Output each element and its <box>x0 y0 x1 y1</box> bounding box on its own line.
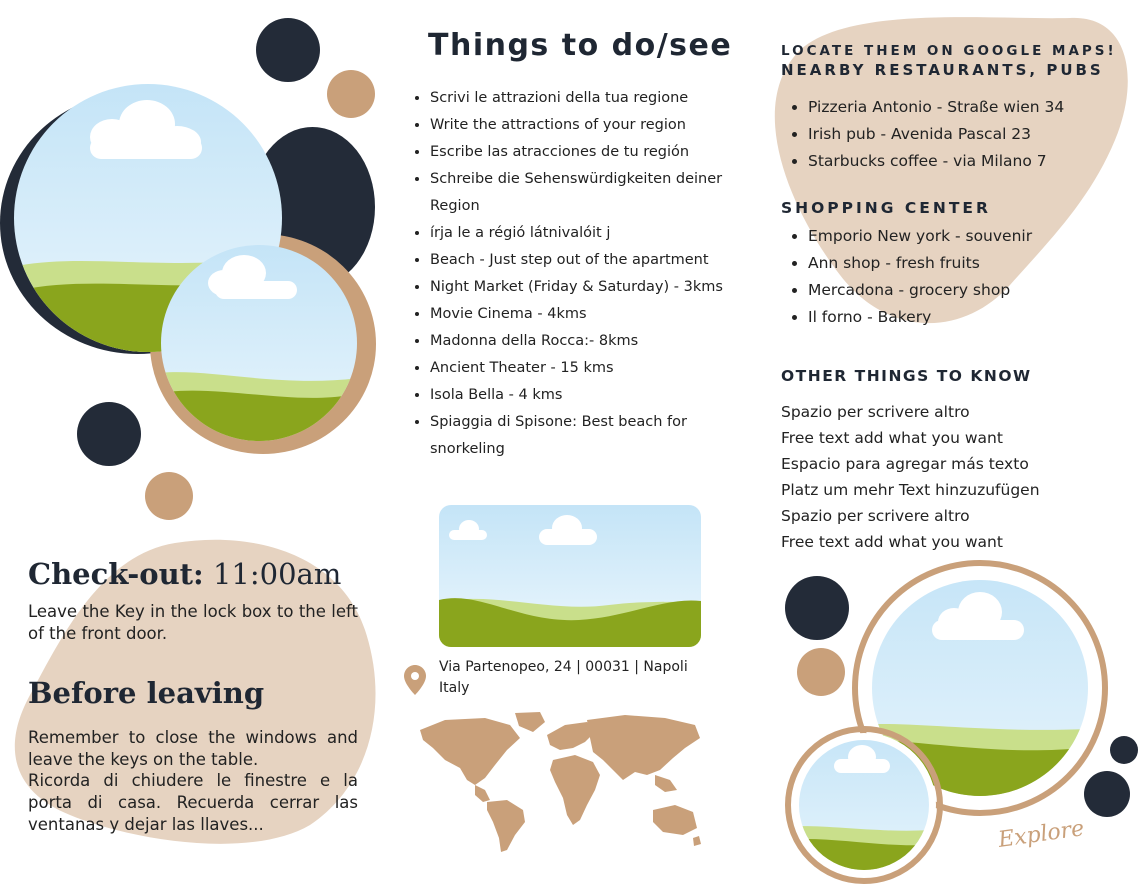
list-item: • Night Market (Friday & Saturday) - 3kms <box>430 274 752 301</box>
restaurants-list <box>782 94 1138 175</box>
list-item: • Write the attractions of your region <box>430 112 752 139</box>
text-line: Spazio per scrivere altro <box>781 507 970 525</box>
maps-heading-line1: LOCATE THEM ON GOOGLE MAPS! <box>781 43 1117 59</box>
tan-dot <box>145 472 193 520</box>
maps-heading <box>781 42 1117 80</box>
checkout-time: 11:00am <box>212 557 342 591</box>
before-leaving-text: Remember to close the windows and leave the keys on the table. <box>28 728 358 769</box>
landscape-circle-ring-small <box>784 725 944 885</box>
shops-list <box>782 223 1138 331</box>
location-pin-icon <box>404 665 426 695</box>
text-line: Free text add what you want <box>781 429 1003 447</box>
landscape-photo <box>439 505 701 647</box>
things-list <box>412 85 752 463</box>
list-item: • Schreibe die Sehenswürdigkeiten deiner Region <box>430 166 752 220</box>
navy-dot <box>785 576 849 640</box>
text-line: Spazio per scrivere altro <box>781 403 970 421</box>
world-map-icon <box>415 710 705 855</box>
list-item: • Emporio New york - souvenir <box>808 223 1138 250</box>
explore-signature: Explore <box>996 816 1086 853</box>
text-line: Platz um mehr Text hinzuzufügen <box>781 481 1040 499</box>
text-line: Espacio para agregar más texto <box>781 455 1029 473</box>
list-item: • Spiaggia di Spisone: Best beach for snorkeling <box>430 409 752 463</box>
other-things-heading: OTHER THINGS TO KNOW <box>781 367 1032 385</box>
other-things-text <box>781 399 1111 555</box>
list-item: • Beach - Just step out of the apartment <box>430 247 752 274</box>
navy-dot <box>77 402 141 466</box>
navy-dot <box>256 18 320 82</box>
list-item: • Madonna della Rocca:- 8kms <box>430 328 752 355</box>
things-title: Things to do/see <box>428 28 733 63</box>
checkout-label: Check-out: <box>28 557 204 591</box>
address: Via Partenopeo, 24 | 00031 | Napoli Italy <box>439 659 688 696</box>
list-item: • Isola Bella - 4 kms <box>430 382 752 409</box>
checkout-text: Leave the Key in the lock box to the left of the front door. <box>28 602 358 643</box>
checkout-heading <box>28 557 341 591</box>
maps-heading-line2: NEARBY RESTAURANTS, PUBS <box>781 61 1104 79</box>
list-item: • Pizzeria Antonio - Straße wien 34 <box>808 94 1138 121</box>
tan-dot <box>327 70 375 118</box>
list-item: • Movie Cinema - 4kms <box>430 301 752 328</box>
landscape-circle-small <box>159 243 359 443</box>
list-item: • Scrivi le attrazioni della tua regione <box>430 85 752 112</box>
list-item: • Mercadona - grocery shop <box>808 277 1138 304</box>
list-item: • írja le a régió látnivalóit j <box>430 220 752 247</box>
list-item: • Irish pub - Avenida Pascal 23 <box>808 121 1138 148</box>
tan-dot <box>797 648 845 696</box>
list-item: • Il forno - Bakery <box>808 304 1138 331</box>
list-item: • Starbucks coffee - via Milano 7 <box>808 148 1138 175</box>
shopping-heading: SHOPPING CENTER <box>781 199 991 217</box>
list-item: • Ann shop - fresh fruits <box>808 250 1138 277</box>
list-item: • Ancient Theater - 15 kms <box>430 355 752 382</box>
before-leaving-text-2: Ricorda di chiudere le finestre e la porta di casa. Recuerda cerrar las ventanas y dejar las llaves... <box>28 771 358 834</box>
list-item: • Escribe las atracciones de tu región <box>430 139 752 166</box>
before-leaving-heading: Before leaving <box>28 676 265 710</box>
navy-dot-small <box>1110 736 1138 764</box>
text-line: Free text add what you want <box>781 533 1003 551</box>
